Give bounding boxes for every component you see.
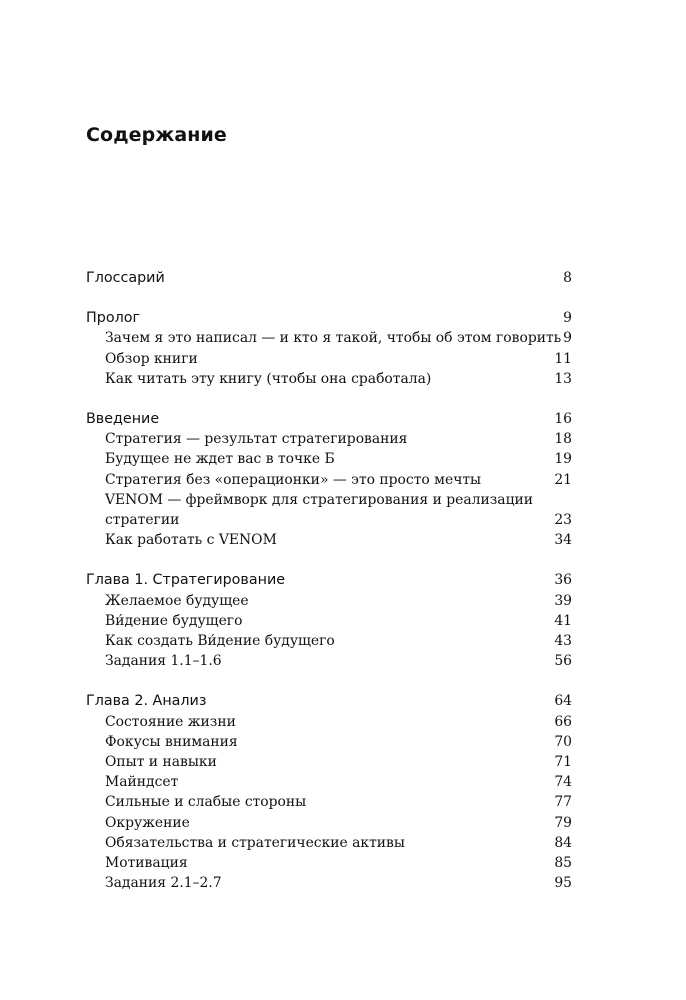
toc-entry[interactable] — [86, 308, 572, 328]
toc-subentry[interactable] — [86, 752, 572, 772]
toc-subentry-page: 9 — [563, 330, 572, 347]
toc-entry-page: 16 — [554, 411, 572, 428]
toc-subentry[interactable] — [86, 772, 572, 792]
toc-subentry-title-cont: стратегии — [105, 512, 180, 529]
toc-subentry-title: VENOM — фреймворк для стратегирования и реализации — [105, 491, 534, 508]
toc-subentry-title: Задания 2.1–2.7 — [105, 875, 222, 892]
toc-subentry-page: 18 — [554, 431, 572, 448]
toc-subentry-title: Обязательства и стратегические активы — [105, 834, 405, 851]
toc-subentry-title: Желаемое будущее — [105, 592, 249, 609]
toc-subentry-page: 23 — [554, 512, 572, 529]
toc-subentry-page: 13 — [554, 370, 572, 387]
toc-subentry-title: Стратегия без «операционки» — это просто мечты — [105, 471, 482, 488]
toc-entry[interactable] — [86, 268, 572, 288]
toc-subentry-title: Стратегия — результат стратегирования — [105, 431, 408, 448]
toc-entry-page: 36 — [554, 572, 572, 589]
toc-subentry-title: Опыт и навыки — [105, 754, 217, 771]
toc-subentry-page: 85 — [554, 855, 572, 872]
toc-subentry-title: Задания 1.1–1.6 — [105, 653, 222, 670]
toc-subentry-title: Состояние жизни — [105, 713, 236, 730]
toc-subentry-title: Ви́дение будущего — [105, 612, 243, 629]
toc-subentry-title: Как читать эту книгу (чтобы она сработала) — [105, 370, 432, 387]
toc-subentry[interactable] — [86, 732, 572, 752]
toc-subentry[interactable] — [86, 813, 572, 833]
toc-subentry[interactable] — [86, 853, 572, 873]
toc-subentry[interactable] — [86, 792, 572, 812]
toc-subentry[interactable] — [86, 369, 572, 389]
toc-subentry-page: 11 — [554, 350, 572, 367]
toc-subentry-page: 39 — [554, 592, 572, 609]
toc-subentry-page: 19 — [554, 451, 572, 468]
toc-subentry-page: 66 — [554, 713, 572, 730]
toc-subentry-page: 79 — [554, 814, 572, 831]
toc-subentry-continuation[interactable] — [86, 510, 572, 530]
toc-subentry-title: Мотивация — [105, 855, 188, 872]
toc-subentry-title: Будущее не ждет вас в точке Б — [105, 451, 335, 468]
toc-subentry[interactable] — [86, 328, 572, 348]
toc-subentry-page: 71 — [554, 754, 572, 771]
toc-subentry-page: 70 — [554, 733, 572, 750]
toc-entry-page: 9 — [563, 310, 572, 327]
toc-subentry[interactable] — [86, 833, 572, 853]
toc-entry[interactable] — [86, 691, 572, 711]
toc-subentry-page: 56 — [554, 653, 572, 670]
toc-entry[interactable] — [86, 570, 572, 590]
toc-subentry[interactable] — [86, 651, 572, 671]
toc-subentry[interactable] — [86, 429, 572, 449]
toc-section-glossary — [86, 268, 572, 288]
toc-subentry-title: Обзор книги — [105, 350, 198, 367]
toc-subentry-page: 43 — [554, 633, 572, 650]
toc-subentry-title: Как создать Ви́дение будущего — [105, 633, 335, 650]
toc-subentry[interactable] — [86, 873, 572, 893]
toc-subentry-page: 74 — [554, 774, 572, 791]
toc-subentry[interactable] — [86, 349, 572, 369]
toc-subentry-page: 77 — [554, 794, 572, 811]
toc-subentry[interactable] — [86, 449, 572, 469]
toc-subentry[interactable] — [86, 530, 572, 550]
toc-subentry-page: 21 — [554, 471, 572, 488]
toc-subentry-title: Окружение — [105, 814, 190, 831]
toc-entry[interactable] — [86, 409, 572, 429]
table-of-contents — [86, 268, 572, 913]
toc-subentry[interactable] — [86, 490, 572, 510]
toc-section-chapter-2 — [86, 691, 572, 893]
toc-subentry-page: 34 — [554, 532, 572, 549]
toc-subentry[interactable] — [86, 611, 572, 631]
toc-subentry-title: Фокусы внимания — [105, 733, 238, 750]
toc-subentry-page: 95 — [554, 875, 572, 892]
toc-subentry-page: 84 — [554, 834, 572, 851]
toc-subentry-title: Майндсет — [105, 774, 179, 791]
toc-entry-title: Пролог — [86, 310, 140, 327]
toc-entry-title: Глоссарий — [86, 270, 165, 286]
toc-subentry[interactable] — [86, 712, 572, 732]
toc-subentry[interactable] — [86, 631, 572, 651]
toc-subentry-title: Сильные и слабые стороны — [105, 794, 307, 811]
toc-subentry-title: Как работать с VENOM — [105, 532, 277, 549]
toc-subentry-title: Зачем я это написал — и кто я такой, чтобы об этом говорить — [105, 330, 562, 347]
toc-section-introduction — [86, 409, 572, 550]
toc-entry-title: Глава 2. Анализ — [86, 693, 207, 710]
toc-entry-title: Введение — [86, 411, 160, 428]
toc-entry-title: Глава 1. Стратегирование — [86, 572, 286, 589]
page-title: Содержание — [86, 124, 227, 146]
toc-entry-page: 64 — [554, 693, 572, 710]
toc-entry-page: 8 — [563, 270, 572, 286]
toc-subentry[interactable] — [86, 470, 572, 490]
toc-subentry-page: 41 — [554, 612, 572, 629]
toc-subentry[interactable] — [86, 591, 572, 611]
toc-section-prologue — [86, 308, 572, 389]
toc-section-chapter-1 — [86, 570, 572, 671]
